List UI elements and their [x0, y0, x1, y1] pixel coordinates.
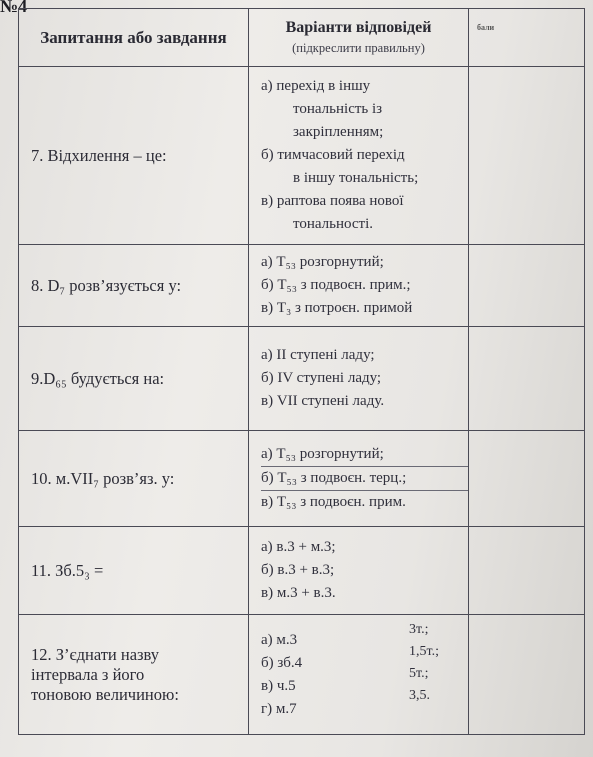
option-12a[interactable]: а) м.3	[261, 631, 298, 648]
score-cell-12[interactable]	[469, 615, 585, 735]
option-8b[interactable]: б) Т₅₃ з подвоєн. прим.;	[261, 277, 411, 293]
option-11a[interactable]: а) в.3 + м.3;	[261, 539, 336, 555]
question-9: 9.D₆₅ будується на:	[19, 327, 249, 431]
score-cell-9[interactable]	[469, 327, 585, 431]
option-7a-line2[interactable]: тональність із	[293, 101, 383, 117]
option-12b[interactable]: б) зб.4	[261, 654, 303, 671]
answer-options-11	[249, 527, 469, 615]
answer-options-9	[249, 327, 469, 431]
header-score: бали	[469, 9, 585, 67]
question-row-9	[19, 327, 585, 431]
question-12-line3: тоновою величиною:	[31, 684, 179, 704]
option-8c[interactable]: в) Т₃ з потроєн. примой	[261, 300, 413, 316]
option-10a[interactable]: а) Т₅₃ розгорнутий;	[261, 446, 384, 462]
option-9a[interactable]: а) II ступені ладу;	[261, 347, 375, 363]
question-row-11	[19, 527, 585, 615]
answer-options-7	[249, 67, 469, 245]
interval-value-3[interactable]: 5т.;	[409, 666, 429, 681]
option-10b[interactable]: б) Т₅₃ з подвоєн. терц.;	[261, 466, 468, 490]
option-9b[interactable]: б) IV ступені ладу;	[261, 370, 382, 386]
question-row-8	[19, 245, 585, 327]
option-7b-line1[interactable]: б) тимчасовий перехід	[261, 147, 405, 163]
question-12-line2: інтервала з його	[31, 664, 145, 684]
question-11: 11. Зб.5₃ =	[19, 527, 249, 615]
score-cell-8[interactable]	[469, 245, 585, 327]
question-row-7	[19, 67, 585, 245]
interval-values	[409, 619, 439, 707]
score-cell-11[interactable]	[469, 527, 585, 615]
score-cell-7[interactable]	[469, 67, 585, 245]
answer-options-12	[249, 615, 469, 735]
option-10c[interactable]: в) Т₅₃ з подвоєн. прим.	[261, 490, 468, 514]
question-row-12	[19, 615, 585, 735]
question-row-10	[19, 431, 585, 527]
option-11b[interactable]: б) в.3 + в.3;	[261, 562, 335, 578]
header-answers-sub: (підкреслити правильну)	[292, 41, 425, 55]
option-11c[interactable]: в) м.3 + в.3.	[261, 585, 336, 601]
option-7b-line2[interactable]: в іншу тональність;	[293, 170, 419, 186]
header-answers-title: Варіанти відповідей	[285, 19, 432, 36]
corner-label: №4	[0, 0, 28, 16]
option-7a-line3[interactable]: закріпленням;	[293, 124, 384, 140]
header-row	[19, 9, 585, 67]
header-answers	[249, 9, 469, 67]
option-7c-line2[interactable]: тональності.	[293, 216, 374, 232]
question-7: 7. Відхилення – це:	[19, 67, 249, 245]
quiz-table	[18, 8, 585, 735]
option-12d[interactable]: г) м.7	[261, 700, 297, 717]
interval-value-1[interactable]: 3т.;	[409, 622, 429, 637]
option-7a-line1[interactable]: а) перехід в іншу	[261, 78, 371, 94]
score-cell-10[interactable]	[469, 431, 585, 527]
answer-options-8	[249, 245, 469, 327]
header-question: Запитання або завдання	[19, 9, 249, 67]
answer-options-10	[249, 431, 469, 527]
question-12-line1: 12. З’єднати назву	[31, 644, 160, 664]
option-9c[interactable]: в) VII ступені ладу.	[261, 393, 385, 409]
question-10: 10. м.VII₇ розв’яз. у:	[19, 431, 249, 527]
option-7c-line1[interactable]: в) раптова поява нової	[261, 193, 404, 209]
question-12	[19, 615, 249, 735]
interval-value-2[interactable]: 1,5т.;	[409, 644, 439, 659]
option-12c[interactable]: в) ч.5	[261, 677, 296, 694]
option-8a[interactable]: а) Т₅₃ розгорнутий;	[261, 254, 384, 270]
interval-value-4[interactable]: 3,5.	[409, 688, 430, 703]
question-8: 8. D₇ розв’язується у:	[19, 245, 249, 327]
